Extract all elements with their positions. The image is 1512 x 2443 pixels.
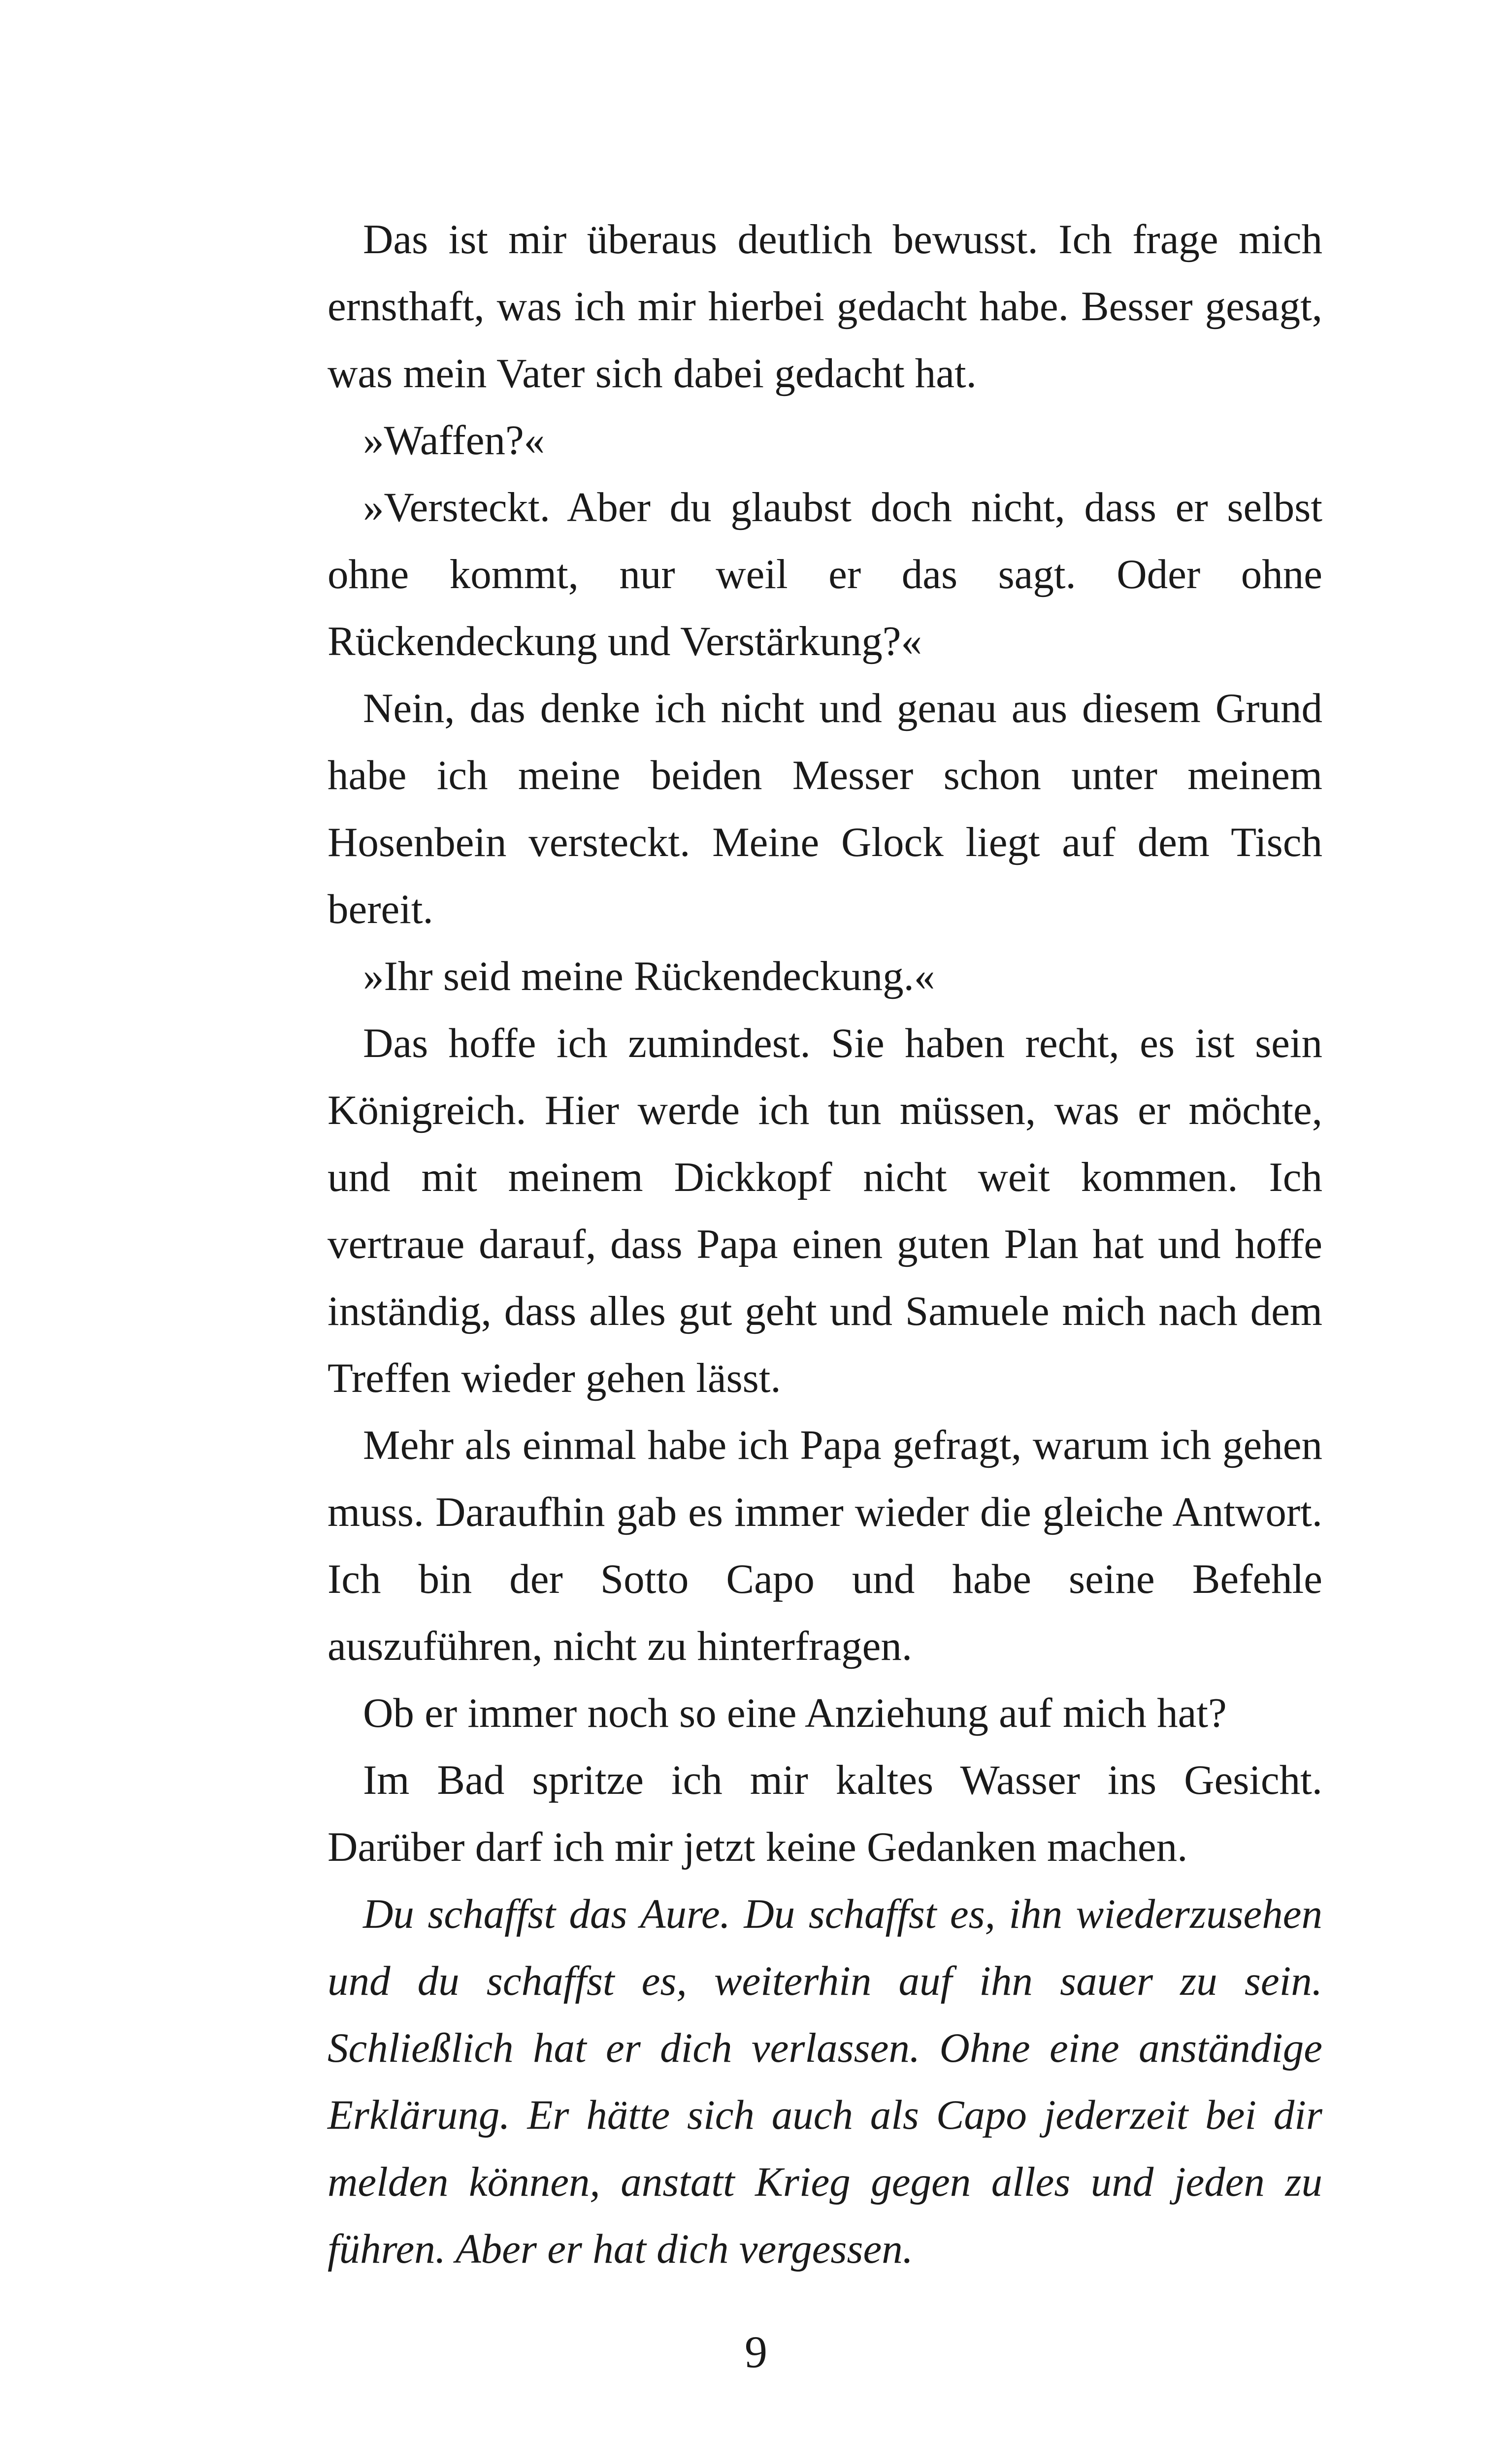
paragraph: Das ist mir überaus deutlich bewusst. Ich frage mich ernsthaft, was ich mir hierbei gedacht habe. Besser gesagt, was mein Vater sich dabei gedacht hat. bbox=[328, 216, 1322, 396]
paragraph: Mehr als einmal habe ich Papa gefragt, warum ich gehen muss. Daraufhin gab es immer wieder die gleiche Antwort. Ich bin der Sotto Capo und habe seine Befehle auszuführen, nicht zu hinterfragen. bbox=[328, 1422, 1322, 1669]
paragraph: Im Bad spritze ich mir kaltes Wasser ins Gesicht. Darüber darf ich mir jetzt keine Gedanken machen. bbox=[328, 1757, 1322, 1870]
dialogue-line: »Ihr seid meine Rückendeckung.« bbox=[363, 953, 935, 999]
paragraph: Ob er immer noch so eine Anziehung auf mich hat? bbox=[363, 1690, 1227, 1736]
dialogue-line: »Waffen?« bbox=[363, 417, 545, 463]
dialogue-line: »Versteckt. Aber du glaubst doch nicht, dass er selbst ohne kommt, nur weil er das sagt. Oder ohne Rückendeckung und Verstärkung?« bbox=[328, 484, 1322, 664]
page-number: 9 bbox=[745, 2327, 767, 2377]
inner-monologue-paragraph: Du schaffst das Aure. Du schaffst es, ihn wiederzusehen und du schaffst es, weiterhin auf ihn sauer zu sein. Schließlich hat er dich verlassen. Ohne eine anständige Erklärung. Er hätte sich auch als Capo jederzeit bei dir melden können, anstatt Krieg gegen alles und jeden zu führen. Aber er hat dich vergessen. bbox=[328, 1891, 1322, 2272]
paragraph: Das hoffe ich zumindest. Sie haben recht, es ist sein Königreich. Hier werde ich tun müssen, was er möchte, und mit meinem Dickkopf nicht weit kommen. Ich vertraue darauf, dass Papa einen guten Plan hat und hoffe inständig, dass alles gut geht und Samuele mich nach dem Treffen wieder gehen lässt. bbox=[328, 1020, 1322, 1401]
body-text bbox=[328, 206, 1322, 2282]
paragraph: Nein, das denke ich nicht und genau aus diesem Grund habe ich meine beiden Messer schon unter meinem Hosenbein versteckt. Meine Glock liegt auf dem Tisch bereit. bbox=[328, 685, 1322, 932]
